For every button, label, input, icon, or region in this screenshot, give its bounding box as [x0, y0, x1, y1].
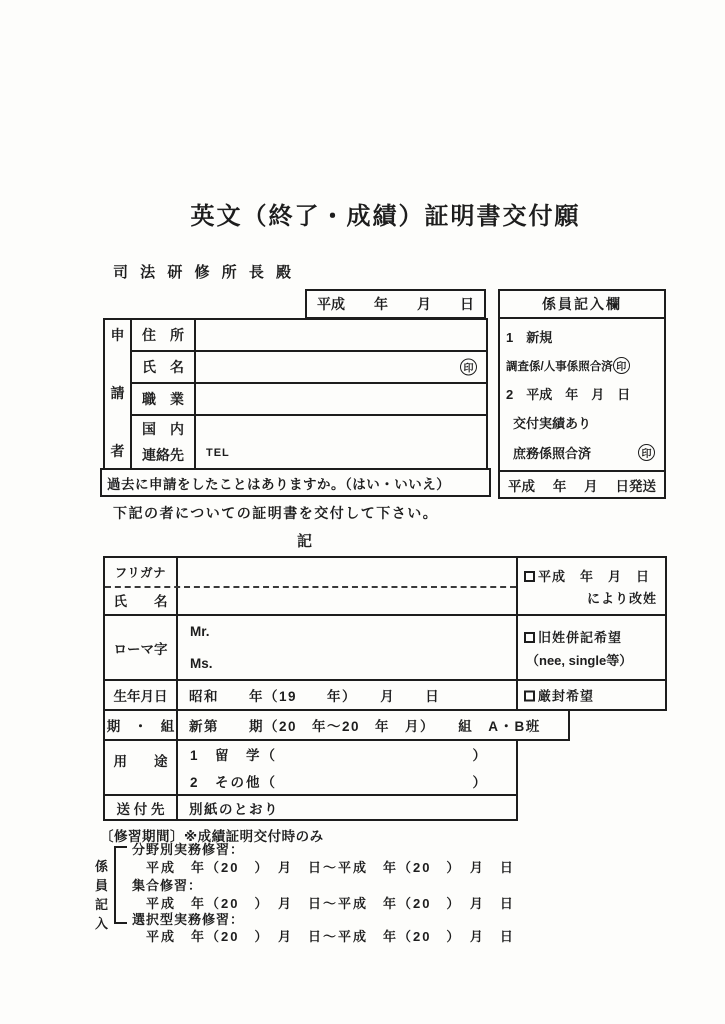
usage-option-study-abroad[interactable]: 1 留 学（ ）	[190, 748, 488, 764]
romaji-ms-label: Ms.	[190, 655, 213, 671]
name-label: 氏 名	[132, 352, 196, 384]
date-day-label: 日	[460, 296, 474, 312]
furigana-name-row	[103, 556, 518, 616]
checkbox-icon[interactable]	[524, 571, 535, 582]
checkbox-icon[interactable]	[524, 691, 535, 702]
date-month-label: 月	[417, 296, 431, 312]
address-input-area[interactable]	[196, 320, 486, 352]
maiden-name-option-line2: （nee, single等）	[526, 653, 633, 668]
form-title: 英文（終了・成績）証明書交付願	[190, 203, 581, 230]
staff-box-header: 係員記入欄	[500, 291, 664, 319]
staff-item-new: 1 新規	[506, 330, 553, 346]
romaji-label: ローマ字	[105, 616, 178, 679]
seal-icon: 印	[613, 357, 630, 374]
training-item-group-period: 平成 年（20 ） 月 日～平成 年（20 ） 月 日	[146, 896, 515, 911]
applicant-vertical-label: 申 請 者	[105, 320, 132, 468]
instruction-line: 下記の者についての証明書を交付して下さい。	[113, 505, 439, 521]
occupation-input-area[interactable]	[196, 384, 486, 416]
class-term-input-area[interactable]: 新第 期（20 年～20 年 月） 組 A・B班	[189, 719, 541, 734]
staff-item-check: 調査係/人事係照合済 印	[506, 357, 659, 374]
birthdate-row	[103, 679, 518, 711]
romaji-mr-label: Mr.	[190, 624, 210, 640]
training-item-elective-label: 選択型実務修習：	[132, 912, 245, 927]
contact-input-area[interactable]	[196, 416, 486, 468]
bracket-line	[114, 846, 127, 848]
bracket-line	[114, 846, 116, 924]
usage-option-other[interactable]: 2 その他（ ）	[190, 774, 488, 790]
class-term-label: 期 ・ 組	[105, 711, 178, 739]
staff-item-general-check: 庶務係照合済 印	[506, 443, 659, 462]
rename-option-cell	[516, 556, 667, 616]
send-to-label: 送 付 先	[105, 796, 178, 819]
checkbox-icon[interactable]	[524, 632, 535, 643]
tel-label: TEL	[206, 447, 230, 459]
contact-label: 国 内 連絡先	[132, 416, 196, 468]
romaji-row	[103, 614, 518, 681]
seal-icon: 印	[460, 359, 477, 376]
usage-label: 用 途	[105, 741, 178, 794]
sealed-envelope-option-cell	[516, 679, 667, 711]
addressee-line: 司 法 研 修 所 長 殿	[113, 264, 296, 281]
send-to-row	[103, 794, 518, 821]
application-date-box[interactable]	[305, 289, 486, 319]
past-application-question: 過去に申請をしたことはありますか。（はい・いいえ）	[100, 468, 491, 497]
staff-item-date: 2 平成 年 月 日	[506, 386, 631, 402]
usage-row	[103, 739, 518, 796]
name-input-area[interactable]	[196, 352, 486, 384]
maiden-name-option-line1: 旧姓併記希望	[524, 627, 622, 646]
rename-option-line1: 平成 年 月 日	[524, 566, 650, 585]
rename-option-line2: により改姓	[586, 591, 657, 606]
training-period-heading: 〔修習期間〕※成績証明交付時のみ	[100, 829, 324, 844]
occupation-label: 職 業	[132, 384, 196, 416]
applicant-table	[103, 318, 488, 470]
date-year-label: 年	[374, 296, 388, 312]
staff-box-body	[500, 319, 664, 470]
training-item-group-label: 集合修習：	[132, 878, 203, 893]
send-to-value: 別紙のとおり	[189, 801, 279, 817]
furigana-label: フリガナ	[114, 565, 167, 580]
dashed-divider	[105, 586, 516, 588]
ki-mark: 記	[297, 533, 315, 550]
bracket-line	[114, 922, 127, 924]
training-item-field-label: 分野別実務修習：	[132, 842, 245, 857]
seal-icon: 印	[638, 444, 655, 461]
sealed-envelope-option-line: 厳封希望	[524, 686, 594, 705]
address-label: 住 所	[132, 320, 196, 352]
staff-item-issued: 交付実績あり	[513, 416, 592, 432]
training-vertical-label: 係 員 記 入	[95, 859, 109, 931]
class-term-row	[103, 709, 570, 741]
name-label: 氏 名	[113, 593, 168, 609]
staff-box-footer: 平成 年 月 日発送	[500, 470, 664, 497]
training-item-field-period: 平成 年（20 ） 月 日～平成 年（20 ） 月 日	[146, 860, 515, 875]
staff-entry-box	[498, 289, 666, 499]
birthdate-label: 生年月日	[105, 681, 178, 709]
maiden-name-option-cell	[516, 614, 667, 681]
training-item-elective-period: 平成 年（20 ） 月 日～平成 年（20 ） 月 日	[146, 929, 515, 944]
usage-input-area[interactable]	[178, 741, 516, 794]
date-era-label: 平成	[317, 296, 345, 312]
birthdate-input-area[interactable]: 昭和 年（19 年） 月 日	[189, 689, 441, 704]
romaji-input-area[interactable]	[178, 616, 516, 679]
